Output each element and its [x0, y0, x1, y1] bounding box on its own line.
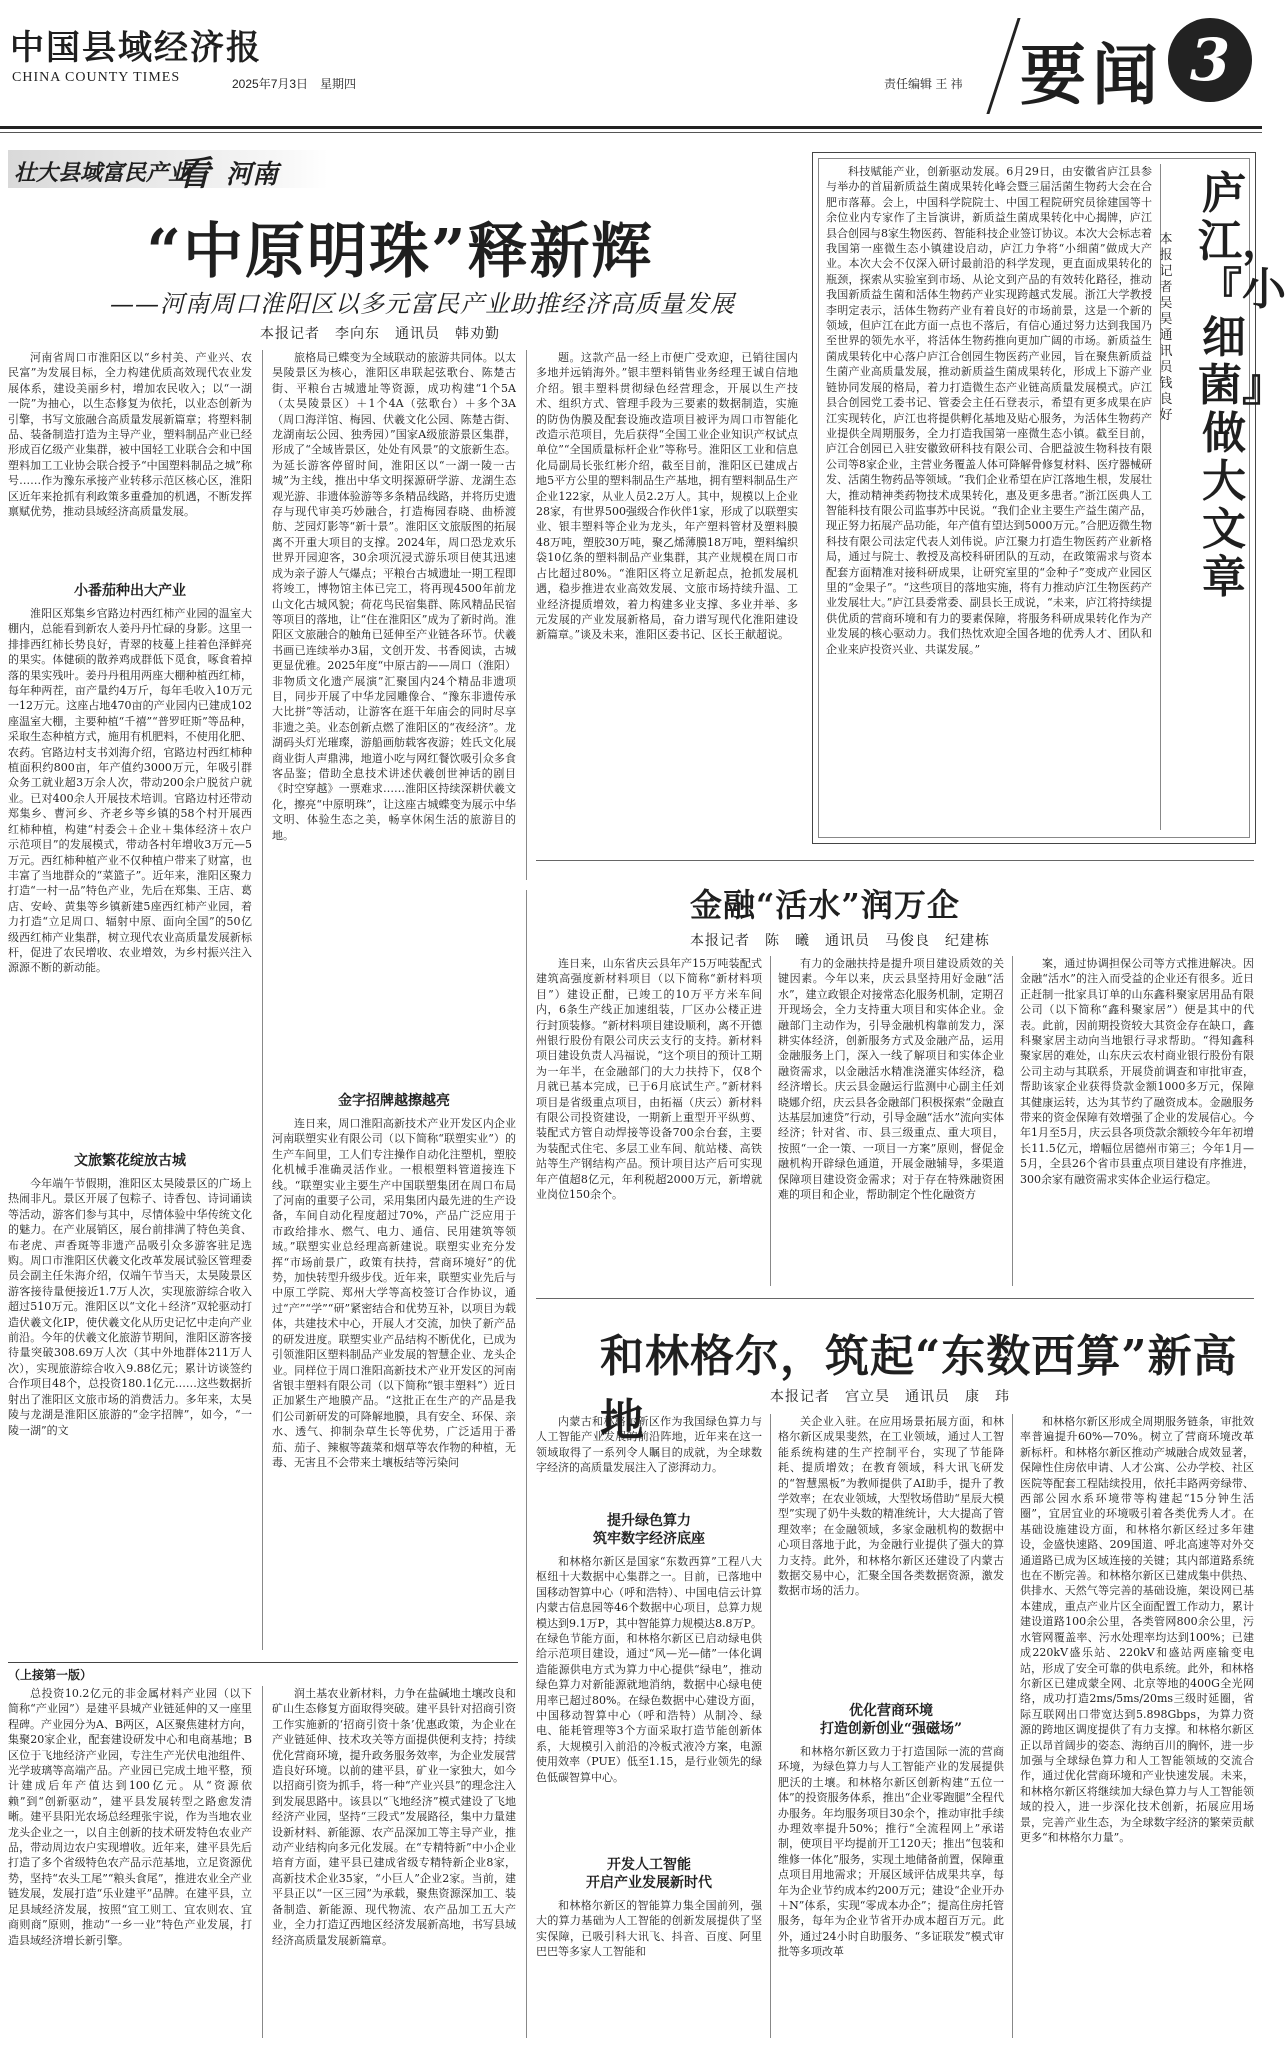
article3-byline: 本报记者 陈 曦 通讯员 马俊良 纪建栋 — [690, 933, 990, 949]
masthead-name: 中国县域经济报 — [10, 28, 262, 68]
column-banner-kan: 看 — [176, 154, 210, 194]
article1-headline: “中原明珠”释新辉 — [146, 217, 654, 287]
article4-subhead-3: 优化营商环境 打造创新创业“强磁场” — [819, 1703, 963, 1737]
article1-subhead-2: 文旅繁花绽放古城 — [74, 1153, 186, 1169]
section-name: 要闻 — [1020, 36, 1164, 114]
jump-col2-text: 润土基农业新材料，力争在盐碱地土壤改良和矿山生态修复方面取得突破。建平县针对招商引资工作实施新的‘招商引资十条’优惠政策，为企业在产业链延伸、技术攻关等方面提供便利支持；持续优化营商环境，提升政务服务效率，为企业发展营造良好环境。以前的建平县，矿业一家独大，如今以招商引资为抓手，将一种“产业兴县”的理念注入到发展思路中。该县以“飞地经济”模式建设了飞地经济产业园，坚持“三段式”发展路径，集中力量建设新材料、新能源、农产品深加工等主导产业，推动产业结构向多元化发展。在“专精特新”中小企业培育方面，建平县已建成省级专精特新企业8家，高新技术企业35家，“小巨人”企业2家。当前，建平县正以“一区三园”为承载，聚焦资源深加工、装备制造、新能源、现代物流、农产品加工五大产业，全力打造辽西地区经济发展新高地，书写县域经济高质量发展新篇章。 — [272, 1687, 516, 1947]
column-divider — [1012, 956, 1013, 1286]
section-rule — [536, 860, 1254, 861]
article4-col2b-text: 和林格尔新区致力于打造国际一流的营商环境，为绿色算力与人工智能产业的发展提供肥沃的土壤。和林格尔新区创新构建“五位一体”的投资服务体系，推出“企业零跑腿”全程代办服务。年均服务项目30余个，推动审批手续办理效率提升50%；推行“全流程网上”承诺制，使项目平均提前开工120天；推出“包装和维修一体化”服务，实现土地储备前置，保障重点项目用地需求；开展区域评估成果共享，每年为企业节约成本约200万元；建设“企业开办＋N”体系，实现“零成本办企”；提高住房托管服务，每年为企业节省开办成本超百万元。此外，通过24小时自助服务、“多证联发”模式审批等多项改革 — [778, 1745, 1004, 1959]
column-divider — [526, 350, 527, 880]
article3-col1-text: 连日来，山东省庆云县年产15万吨装配式建筑高强度新材料项目（以下简称“新材料项目”）建设正酣，已竣工的10万平方米车间内，6条生产线正加速组装，厂区办公楼正进行封顶装修。“新材料项目建设顺利，离不开德州银行股份有限公司庆云支行的支持。新材料项目建设负责人冯福说，“这个项目的预计工期为一年半，在金融部门的大力扶持下，仅8个月就已基本完成，已于6月底试生产。”新材料项目是省级重点项目，由拓福（庆云）新材料有限公司投资建设，一期新上重型开平纵剪、装配式方管自动焊接等设备700余台套，主要为装配式住宅、多层工业车间、航站楼、高铁站等生产钢结构产品。预计项目达产后可实现年产值超8亿元，年利税超2000万元，新增就业岗位150余个。 — [536, 957, 762, 1202]
article1-col2-text: 旅格局已蝶变为全域联动的旅游共同体。以太昊陵景区为核心，淮阳区串联起弦歌台、陈楚古街、平粮台古城遗址等资源，成功构建“1个5A（太昊陵景区）＋1个4A（弦歌台）＋多个3A（周口海洋馆、梅园、伏羲文化公园、陈楚古街、龙湖南坛公园、独秀园）”国家A级旅游景区集群，形成了“全域皆景区，处处有风景”的文旅新生态。为延长游客停留时间，淮阳区以“一湖一陵一古城”为主线，推出中华文明探源研学游、龙湖生态观光游、非遗体验游等多条精品线路，并将历史遗存与现代审美巧妙融合，打造梅园春晓、曲桥渡舫、芝园灯影等“新十景”。淮阳区文旅版图的拓展离不开重大项目的支撑。2024年，周口恐龙欢乐世界开园迎客，30余项沉浸式游乐项目使其迅速成为亲子游人气爆点；平粮台古城遗址一期工程即将竣工，博物馆主体已完工，将再现4500年前龙山文化古城风貌；荷花鸟民宿集群、陈风精品民宿等项目的落地，让“住在淮阳区”成为了新时尚。淮阳区文旅融合的触角已延伸至产业链各环节。伏羲书画已连续举办3届，文创开发、书香阅读，古城更显优雅。2025年度“中原古韵——周口（淮阳）非物质文化遗产展演”汇聚国内24个精品非遗项目，同步开展了中华龙园雕像合、“豫东非遗传承大比拼”等活动，让游客在逛干年庙会的同时尽享非遗之美。业态创新点燃了淮阳区的“夜经济”。龙湖码头灯光璀璨，游船画舫载客夜游；姓氏文化展商业街人声鼎沸，地道小吃与网红餐饮吸引众多食客品鉴；借助全息技术讲述伏羲创世神话的剧目《时空穿越》一票难求……淮阳区持续深耕伏羲文化，擦亮“中原明珠”，让这座古城蝶变为展示中华文明、体验生态之美，畅享休闲生活的旅游目的地。 — [272, 351, 516, 842]
column-divider — [526, 890, 527, 2038]
article4-col1a-text: 内蒙古和林格尔新区作为我国绿色算力与人工智能产业发展的前沿阵地，近年来在这一领域取得了一系列令人瞩目的成就，为全球数字经济的高质量发展注入了澎湃动力。 — [536, 1415, 762, 1475]
article2-byline: 本报记者 吴 昊 通讯员 钱良好 — [1159, 232, 1186, 423]
top-rule — [0, 126, 1262, 129]
column-divider — [262, 1686, 263, 2038]
column-divider — [1012, 1414, 1013, 2038]
jump-head: （上接第一版） — [8, 1668, 93, 1682]
column-divider — [770, 956, 771, 1286]
article1-col2b-text: 连日来，周口淮阳高新技术产业开发区内企业河南联塑实业有限公司（以下简称“联塑实业”）的生产车间里，工人们专注操作自动化注塑机，塑胶化机械手准确灵活作业。一根根塑料管道接连下线。“联塑实业主要生产中国联塑集团在周口布局了河南的重要子公司，采用集团内最先进的生产设备，车间自动化程度超过70%，产品广泛应用于市政给排水、燃气、电力、通信、民用建筑等领域。”联塑实业总经理高新建说。联塑实业充分发挥“市场前景广，政策有扶持，营商环境好”的优势，加快转型升级步伐。近年来，联塑实业先后与中原工学院、郑州大学等高校签订合作协议，通过“产”“学”“研”紧密结合和优势互补，以项目为载体，共建技术中心，开展人才交流，加快了新产品的研发进度。联塑实业产品结构不断优化，已成为引领淮阳区塑料制品产业发展的智慧企业、龙头企业。同样位于周口淮阳高新技术产业开发区的河南省银丰塑料有限公司（以下简称“银丰塑料”）近日正加紧生产地膜产品。“这批正在生产的产品是我们公司新研发的可降解地膜，具有安全、环保、亲水、透气、抑制杂草生长等优势，广泛适用于番茄、茄子、辣椒等蔬菜和烟草等农作物的种植，无毒、无害且不会带来土壤板结等污染问 — [272, 1117, 516, 1469]
article1-subheadline: ——河南周口淮阳区以多元富民产业助推经济高质量发展 — [110, 290, 735, 318]
column-banner-label: 壮大县域富民产业 — [14, 160, 191, 186]
article2-text: 科技赋能产业，创新驱动发展。6月29日，由安徽省庐江县参与举办的首届新质益生菌成果转化峰会暨三届活菌生物药大会在合肥市落幕。会上，中国科学院院士、中国工程院研究员徐建国等十余位业内专家作了主旨演讲，新质益生菌成果转化中心揭牌，庐江县合创园与8家生物医药、智能科技企业签订协议。本次大会标志着我国第一座微生态小镇建设启动，庐江力争将“小细菌”做成大产业。本次大会不仅深入研讨最前沿的科学发现，更直面成果转化的瓶颈，探索从实验室到市场、从论文到产品的有效转化路径，推动我国新质益生菌和活体生物药产业实现跨越式发展。浙江大学教授李明定表示，活体生物药产业有着良好的市场前景，这是一个新的领域，但庐江在此方面一点也不落后，有信心通过努力达到我国乃至世界的领先水平，将活体生物药推向更加广阔的市场。新质益生菌成果转化中心落户庐江合创园生物医药产业园，旨在聚焦新质益生菌产业高质量发展，推动新质益生菌成果转化，形成上下游产业链协同发展的格局，着力打造微生态产业链高质量发展模式。庐江县合创园党工委书记、管委会主任石登表示，希望有更多成果在庐江实现转化，庐江也将提供孵化基地及贴心服务，为活体生物药产业提供全周期服务，全力打造我国第一座微生态小镇。截至目前，庐江合创园已入驻安徽致研科技有限公司、合肥益波生物科技有限公司等8家企业，主营业务覆盖人体可降解骨修复材料、医疗器械研发、活菌生物药品等领域。“我们企业希望在庐江落地生根，发展壮大，推动精神类药物技术成果转化，惠及更多患者。”浙江医典人工智能科技有限公司监事苏中民说。“我们企业主要生产益生菌产品，现正努力拓展产品功能，年产值有望达到5000万元。”合肥迈微生物科技有限公司法定代表人刘伟说。庐江聚力打造生物医药产业新格局，通过与院士、教授及高校科研团队的互动，在政策需求与资本配套方面精准对接科研成果，让研究室里的“金种子”变成产业园区里的“金果子”。“这些项目的落地实施，将有力推动庐江生物医药产业发展壮大。”庐江县委常委、副县长王成说，“未来，庐江将持续提供优质的营商环境和有力的要素保障，将服务科研成果转化作为产业发展的核心驱动力。我们热忱欢迎全国各地的优秀人才、团队和企业来庐投资兴业、共谋发展。” — [826, 165, 1152, 656]
column-divider — [770, 1414, 771, 2038]
article1-col3-text: 题。这款产品一经上市便广受欢迎，已销往国内多地并远销海外。”银丰塑料销售业务经理王诚自信地介绍。银丰塑料贯彻绿色经营理念，开展以生产技术、组织方式、管理手段为三要素的数据制造，实施的防伪伪膜及配套设施改造项目被评为周口市智能化改造示范项目，先后获得“全国工业企业知识产权试点单位”“全国质量标杆企业”等称号。淮阳区工业和信息化局副局长张红彬介绍，截至目前，淮阳区已建成占地5平方公里的塑料制品生产基地，拥有塑料制品生产企业122家，从业人员2.2万人。其中，规模以上企业28家，有世界500强级合作伙伴1家，形成了以联塑实业、银丰塑料等企业为龙头，年产塑料管材及塑料膜48万吨，塑胶30万吨，聚乙烯薄膜18万吨，塑料编织袋10亿条的塑料制品产业集群，其产业规模在周口市占比超过80%。“淮阳区将立足新起点，抢抓发展机遇，稳步推进农业高效发展、文旅市场持续升温、工业经济提质增效，着力构建多业支撑、多业并举、多元发展的产业发展新格局，奋力谱写现代化淮阳建设新篇章。”谈及未来，淮阳区委书记、区长王献超说。 — [536, 351, 798, 642]
column-banner-region: 河南 — [226, 160, 279, 190]
article1-col1b-text: 淮阳区郑集乡官路边村西红柿产业园的温室大棚内，总能看到新农人姜丹丹忙碌的身影。这里一排排西红柿长势良好，青翠的枝蔓上挂着色泽鲜亮的果实。体健硕的散养鸡成群低下觅食，啄食着掉落的果实残叶。姜丹丹租用两座大棚种植西红柿，每年种两茬，亩产量约4万斤，每年毛收入10万元一12万元。这座占地470亩的产业园内已建成102座温室大棚，主要种植“千禧”“普罗旺斯”等品种，采取生态种植方式，施用有机肥料，不使用化肥、农药。官路边村支书刘海介绍，官路边村西红柿种植面积约800亩，年产值约3000万元，年吸引群众务工就业超3万余人次，带动200余户脱贫户就业。已对400余人开展技术培训。官路边村还带动郑集乡、曹河乡、齐老乡等乡镇的58个村开展西红柿种植，构建“村委会＋企业＋集体经济＋农户示范项目”的发展模式，带动各村年增收3万元—5万元。西红柿种植产业不仅种植户带来了财富，也丰富了当地群众的“菜篮子”。近年来，淮阳区聚力打造“一村一品”特色产业，先后在郑集、王店、葛店、安岭、黄集等乡镇新建5座西红柿产业园，着力打造“立足周口、辐射中原、面向全国”的50亿级西红柿产业集群，树立现代农业高质量发展新标杆，促进了农民增收、农业增效，为乡村振兴注入源源不断的新动能。 — [8, 607, 252, 975]
section-rule — [8, 1662, 518, 1663]
article1-col1-text: 河南省周口市淮阳区以“乡村美、产业兴、农民富”为发展目标，全力构建优质高效现代农业发展体系，建设美丽乡村，增加农民收入；以“一湖一院”为抽心，以生态修复为依托，以业态创新为引擎，书写文旅融合高质量发展新篇章；将塑料制品、装备制造打造为主导产业，塑料制品产业已经形成百亿级产业集群，被中国轻工业联合会和中国塑料加工工业协会联合授予“中国塑料制品之城”称号……作为豫东承接产业转移示范区核心区，淮阳区近年来抢抓有利政策多重叠加的机遇，不断发挥禀赋优势，推动县域经济高质量发展。 — [8, 351, 252, 519]
section-rule — [536, 1298, 1254, 1299]
jump-col1-text: 总投资10.2亿元的非金属材料产业园（以下简称“产业园”）是建平县城产业链延伸的又一座里程碑。产业园分为A、B两区，A区聚焦建材方向，集聚20家企业，配套建设研发中心和电商基地；B区位于飞地经济产业园，专注生产光伏电池组件、光学玻璃等高端产品。产业园已完成土地平整，预计建成后年产值达到100亿元。从“资源依赖”到“创新驱动”，建平县发展转型之路愈发清晰。建平县阳光农场总经理张宇说，作为当地农业龙头企业之一，以自主创新的技术研发特色农业产品，带动周边农户实现增收。近年来，建平县先后打造了多个省级特色农产品示范基地，立足资源优势，坚持“农头工尾”“粮头食尾”，推进农业全产业链发展，发展打造“乐业建平”品牌。在建平县，立足县域经济发展，按照“宜工则工、宜农则农、宜商则商”原则，推动“一乡一业”特色产业发展，打造县域经济增长新引擎。 — [8, 1687, 252, 1947]
article4-subhead-2: 开发人工智能 开启产业发展新时代 — [586, 1857, 712, 1891]
masthead-slash-divider — [986, 18, 1020, 114]
article4-subhead-1: 提升绿色算力 筑牢数字经济底座 — [593, 1513, 705, 1547]
article3-col3-text: 案，通过协调担保公司等方式推进解决。因金融“活水”的注入而受益的企业还有很多。近日正赶制一批家具订单的山东鑫科聚家居用品有限公司（以下简称“鑫科聚家居”）便是其中的代表。此前，因前期投资较大其资金存在缺口，鑫科聚家居主动向当地银行寻求帮助。“得知鑫科聚家居的难处，山东庆云农村商业银行股份有限公司主动与其联系，开展贷前调查和审批审查，帮助该家企业获得贷款金额1000多万元，保障其健康运转，达为其节约了融资成本。金融服务带来的资金保障有效增强了企业的发展信心。今年1月至5月，庆云县各项贷款余额较今年年初增长11.5亿元，增幅位居德州市第三；今年1月—5月，全县26个省市县重点项目建设有序推进，300余家有融资需求实体企业运行稳定。 — [1020, 957, 1254, 1186]
article4-col1c-text: 和林格尔新区的智能算力集全国前列，强大的算力基础为人工智能的创新发展提供了坚实保障，已吸引科大讯飞、抖音、百度、阿里巴巴等多家人工智能和 — [536, 1899, 762, 1959]
column-divider — [262, 350, 263, 1650]
article1-byline: 本报记者 李向东 通讯员 韩劝勤 — [260, 326, 500, 342]
article1-subhead-1: 小番茄种出大产业 — [74, 583, 186, 599]
page-number-badge: 3 — [1168, 18, 1252, 102]
article4-col1b-text: 和林格尔新区是国家“东数西算”工程八大枢纽十大数据中心集群之一。目前，已落地中国移动智算中心（呼和浩特）、中国电信云计算内蒙古信息园等46个数据中心项目，总算力规模达到9.1万P，其中智能算力规模达8.8万P。在绿色节能方面，和林格尔新区已启动绿电供给示范项目建设，通过“风—光—储”一体化调造能源供电方式为算力中心提供“绿电”，推动绿色算力对新能源就地消纳，数据中心绿电使用率已超过80%。在绿色数据中心建设方面，中国移动智算中心（呼和浩特）从制冷、绿电、能耗管理等3个方面采取打造节能创新体系，大规模引入前沿的冷板式液冷方案，电源使用效率（PUE）低至1.15，是行业领先的绿色低碳智算中心。 — [536, 1555, 762, 1784]
responsible-editor: 责任编辑 王 祎 — [884, 77, 963, 91]
masthead-english-name: CHINA COUNTY TIMES — [12, 70, 181, 85]
top-rule-thin — [0, 132, 1262, 133]
article4-col2a-text: 关企业入驻。在应用场景拓展方面，和林格尔新区成果斐然，在工业领域，通过人工智能系统构建的生产控制平台，实现了节能降耗、提质增效；在教育领域，科大讯飞研发的“智慧黑板”为教师提供了AI助手，提升了教学效率；在农业领域，大型牧场借助“星辰大模型”实现了奶牛头数的精准统计，大大提高了管理效率；在金融领域，多家金融机构的数据中心项目落地于此，为金融行业提供了强大的算力支持。此外，和林格尔新区还建设了内蒙古数据交易中心，汇聚全国各类数据资源，激发数据市场的活力。 — [778, 1415, 1004, 1598]
issue-date: 2025年7月3日 星期四 — [232, 77, 357, 91]
article3-headline: 金融“活水”润万企 — [690, 886, 960, 924]
article1-subhead-3: 金字招牌越擦越亮 — [338, 1093, 450, 1109]
article4-byline: 本报记者 宫立昊 通讯员 康 玮 — [770, 1389, 1010, 1405]
article4-headline: 和林格尔，筑起“东数西算”新高地 — [600, 1331, 1238, 1446]
article2-headline: 庐江，『小细菌』做大文章 — [1198, 168, 1286, 603]
article4-col3-text: 和林格尔新区形成全周期服务链条，审批效率普遍提升60%—70%。树立了营商环境改革新标杆。和林格尔新区推动产城融合成效显著，保障性住房依申请、人才公寓、公办学校、社区医院等配套工程陆续投用，依托丰路两旁绿带、西部公园水系环境带等构建起“15分钟生活圈”，宜居宜业的环境吸引着各类优秀人才。在基础设施建设方面，和林格尔新区经过多年建设，金盛快速路、209国道、呼北高速等对外交通道路已成为区域连接的关键；其内部道路系统也在不断完善。和林格尔新区已建成集中供热、供排水、天然气等完善的基础设施，架设网已基本建成，重点产业片区全面配置工作动力，累计建设道路100余公里，各类管网800余公里，污水管网覆盖率、污水处理率均达到100%；已建成220kV盛乐站、220kV和盛站两座输变电站，形成了安全可靠的供电系统。此外，和林格尔新区已建成蒙全网、北京等地的400G全光网络，成功打造2ms/5ms/20ms三级时延圈，省际互联网出口带宽达到5.898Gbps，为算力资源的跨地区调度提供了有力支撑。和林格尔新区正以昂首阔步的姿态、海纳百川的胸怀，进一步加强与全球绿色算力和人工智能领域的交流合作，通过优化营商环境和产业快速发展。未来，和林格尔新区将继续加大绿色算力与人工智能领域的投入，进一步深化技术创新，拓展应用场景，完善产业生态，为全球数字经济的繁荣贡献更多“和林格尔力量”。 — [1020, 1415, 1254, 1844]
article1-col1c-text: 今年端午节假期，淮阳区太昊陵景区的广场上热闹非凡。景区开展了包粽子、诗香包、诗词诵读等活动，游客们参与其中，尽情体验中华传统文化的魅力。在产业展销区，展台前排满了特色美食、布老虎、声香斑等非遗产品吸引众多游客驻足选购。周口市淮阳区伏羲文化改革发展试验区管理委员会副主任朱海介绍，仅端午节当天，太昊陵景区游客接待量便接近1.7万人次，实现旅游综合收入超过510万元。淮阳区以“文化＋经济”双轮驱动打造伏羲文化IP，使伏羲文化从历史记忆中走向产业前沿。今年的伏羲文化旅游节期间，淮阳区游客接待量突破308.69万人次（其中外地群体211万人次），实现旅游综合收入9.88亿元；累计访谈签约合作项目48个，总投资180.1亿元……这些数据折射出了淮阳区文旅市场的消费活力。多年来，太昊陵与龙湖是淮阳区旅游的“金字招牌”，如今，“一陵一湖”的文 — [8, 1177, 252, 1437]
article3-col2-text: 有力的金融扶持是提升项目建设质效的关键因素。今年以来，庆云县坚持用好金融“活水”，建立政银企对接常态化服务机制，定期召开现场会，全力支持重大项目和实体企业。金融部门主动作为，引导金融机构靠前发力，深耕实体经济，创新服务方式及金融产品，运用金融服务上门，深入一线了解项目和实体企业融资需求，以金融活水精准浇灌实体经济，稳经济增长。庆云县金融运行监测中心副主任刘晓娜介绍，庆云县各金融部门积极探索“金融直达基层加速贷”行动，引导金融“活水”流向实体经济；针对省、市、县三级重点、重大项目，按照“一企一策、一项目一方案”原则，督促金融机构开辟绿色通道，开展金融辅导，多渠道保障项目建设资金需求；对于存在特殊融资困难的项目和企业，帮助制定个性化融资方 — [778, 957, 1004, 1202]
